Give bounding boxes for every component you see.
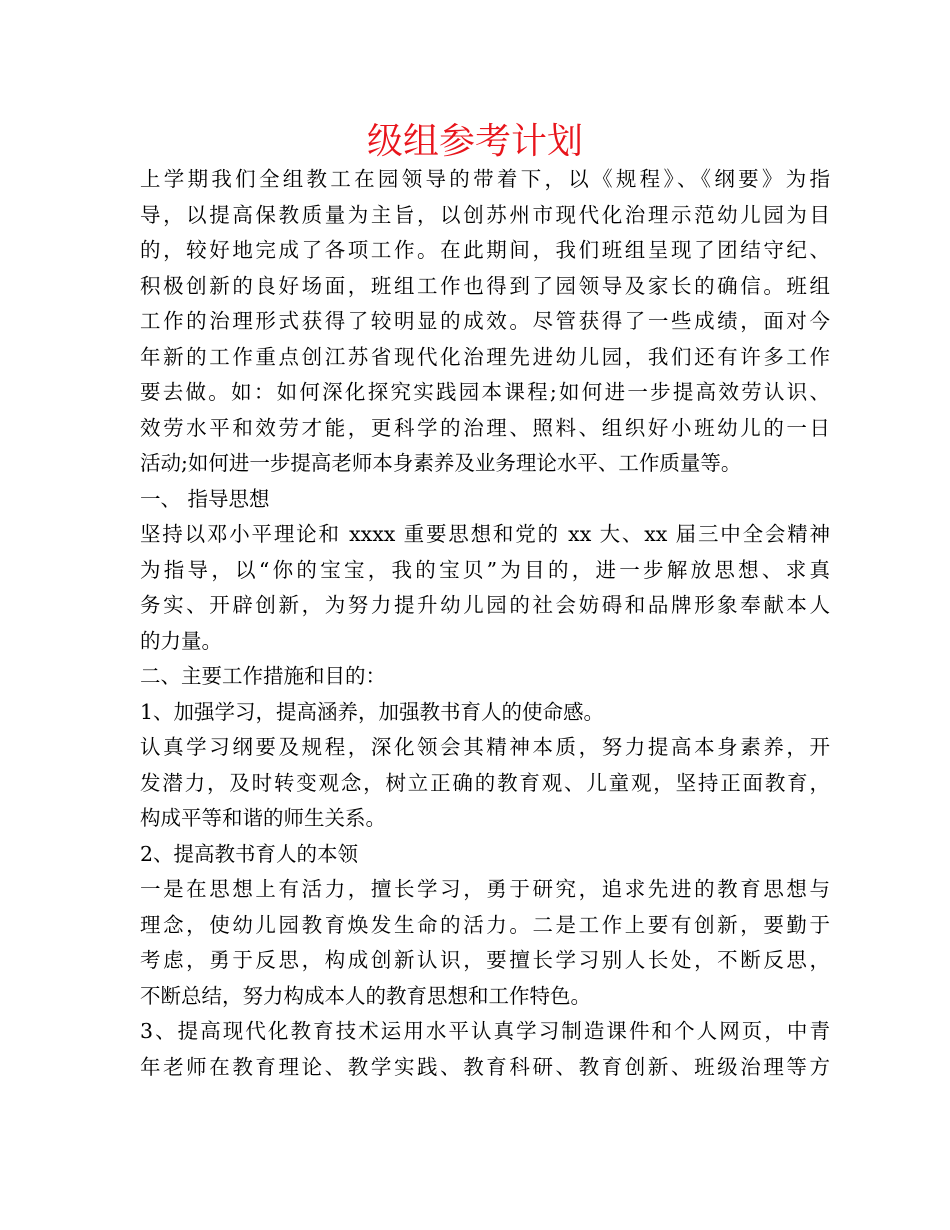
- body-line: 3、提高现代化教育技术运用水平认真学习制造课件和个人网页，中青: [140, 1019, 830, 1043]
- body-line: 导，以提高保教质量为主旨，以创苏州市现代化治理示范幼儿园为目: [140, 202, 830, 227]
- body-line: 要去做。如：如何深化探究实践园本课程;如何进一步提高效劳认识、: [140, 380, 830, 404]
- body-line: 构成平等和谐的师生关系。: [140, 806, 386, 830]
- body-line: 一、 指导思想: [140, 486, 270, 511]
- body-line: 的力量。: [140, 628, 222, 653]
- document-title: 级组参考计划: [366, 121, 583, 162]
- body-line: 务实、开辟创新，为努力提升幼儿园的社会妨碍和品牌形象奉献本人: [140, 593, 830, 617]
- body-line: 效劳水平和效劳才能，更科学的治理、照料、组织好小班幼儿的一日: [140, 415, 830, 440]
- body-line: 年老师在教育理论、教学实践、教育科研、教育创新、班级治理等方: [140, 1054, 830, 1079]
- body-line: 为指导，以“你的宝宝，我的宝贝”为目的，进一步解放思想、求真: [140, 557, 830, 582]
- body-line: 坚持以邓小平理论和 xxxx 重要思想和党的 xx 大、xx 届三中全会精神: [140, 522, 830, 546]
- body-line: 积极创新的良好场面，班组工作也得到了园领导及家长的确信。班组: [140, 273, 830, 298]
- body-line: 发潜力，及时转变观念，树立正确的教育观、儿童观，坚持正面教育，: [140, 770, 830, 795]
- body-line: 认真学习纲要及规程，深化领会其精神本质，努力提高本身素养，开: [140, 735, 830, 759]
- body-line: 理念，使幼儿园教育焕发生命的活力。二是工作上要有创新，要勤于: [140, 912, 830, 937]
- body-line: 2、提高教书育人的本领: [140, 841, 359, 866]
- body-line: 一是在思想上有活力，擅长学习，勇于研究，追求先进的教育思想与: [140, 877, 830, 901]
- body-line: 不断总结，努力构成本人的教育思想和工作特色。: [140, 983, 591, 1008]
- body-line: 二、主要工作措施和目的：: [140, 664, 386, 688]
- body-line: 工作的治理形式获得了较明显的成效。尽管获得了一些成绩，面对今: [140, 309, 830, 333]
- body-line: 的，较好地完成了各项工作。在此期间，我们班组呈现了团结守纪、: [140, 238, 830, 262]
- document-body: [140, 162, 830, 1085]
- body-line: 年新的工作重点创江苏省现代化治理先进幼儿园，我们还有许多工作: [140, 344, 830, 369]
- body-line: 上学期我们全组教工在园领导的带着下，以《规程》、《纲要》为指: [140, 167, 830, 191]
- body-line: 活动;如何进一步提高老师本身素养及业务理论水平、工作质量等。: [140, 451, 742, 475]
- body-line: 考虑，勇于反思，构成创新认识，要擅长学习别人长处，不断反思，: [140, 948, 830, 972]
- body-line: 1、加强学习，提高涵养，加强教书育人的使命感。: [140, 699, 605, 724]
